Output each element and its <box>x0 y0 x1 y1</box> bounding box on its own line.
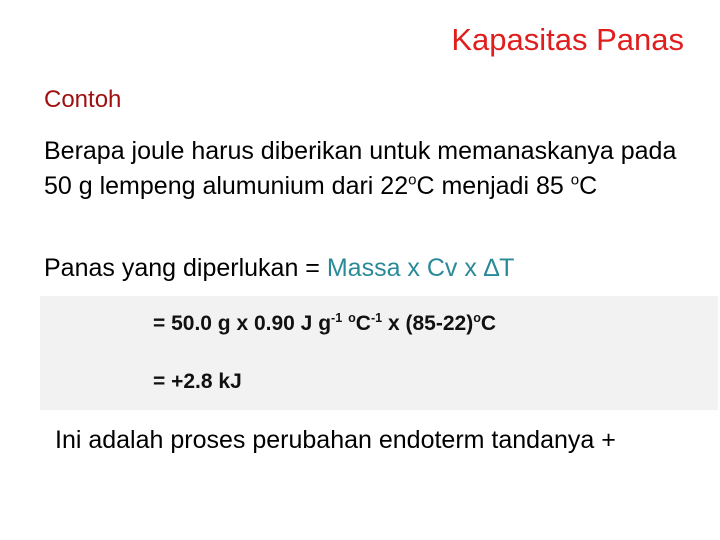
calc-segment: = 50.0 g x 0.90 J g <box>153 312 332 335</box>
example-label: Contoh <box>44 86 122 113</box>
calculation-line-2: = +2.8 kJ <box>153 370 242 393</box>
calc-superscript: -1 <box>370 311 383 325</box>
calculation-line-1 <box>153 312 496 336</box>
question-part-3: C <box>579 172 598 200</box>
calc-segment: x (85-22) <box>382 312 474 335</box>
formula-line <box>44 254 514 283</box>
calc-segment: C <box>480 312 497 335</box>
note-text: Ini adalah proses perubahan endoterm tandanya + <box>55 426 616 454</box>
question-text <box>44 134 704 204</box>
question-part-1: Berapa joule harus diberikan untuk memanaskanya pada 50 g lempeng alumunium dari 22 <box>44 137 677 200</box>
slide-title: Kapasitas Panas <box>451 22 684 57</box>
calc-segment: C <box>355 312 371 335</box>
degree-superscript: o <box>570 171 580 189</box>
formula-prefix: Panas yang diperlukan = <box>44 254 327 282</box>
calc-superscript: -1 <box>331 311 343 325</box>
formula-expression: Massa x Cv x ∆T <box>326 254 515 282</box>
calc-superscript: o <box>473 311 481 325</box>
calc-superscript: o <box>348 311 356 325</box>
calculation-box <box>40 296 718 410</box>
degree-superscript: o <box>408 171 417 189</box>
question-part-2: C menjadi 85 <box>416 172 571 200</box>
